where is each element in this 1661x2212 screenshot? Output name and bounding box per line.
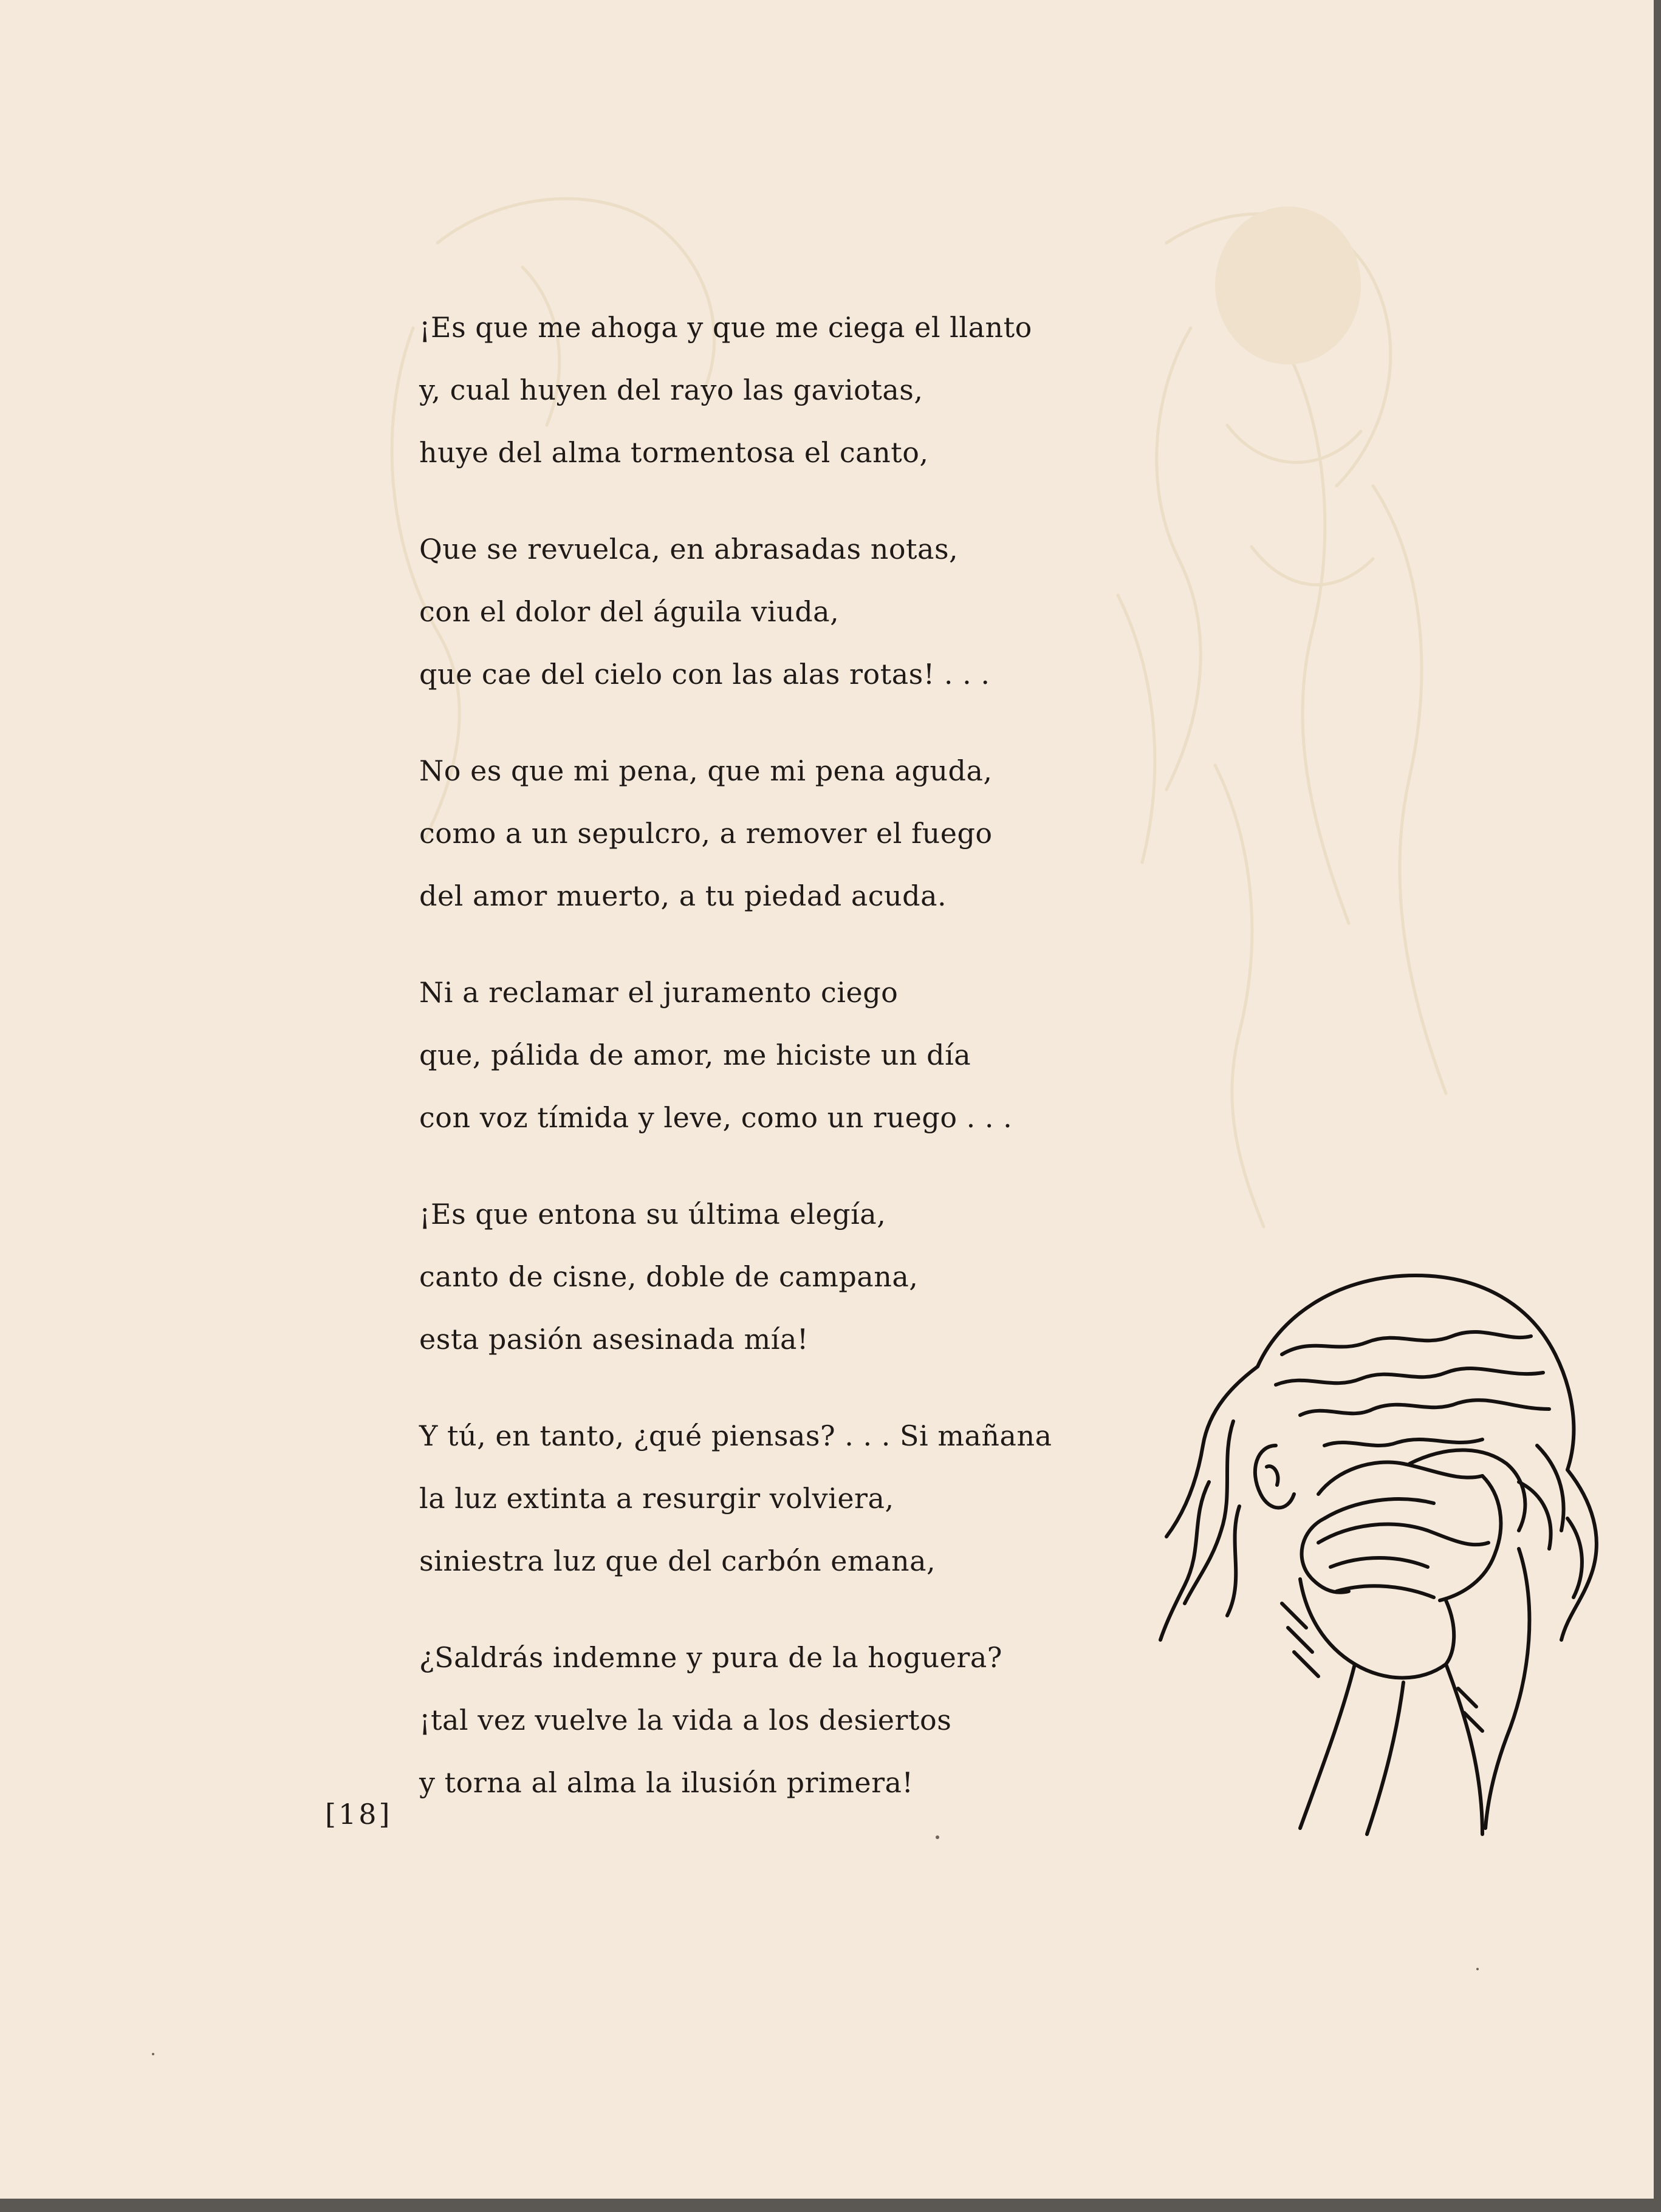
- poem-line: huye del alma tormentosa el canto,: [419, 436, 929, 469]
- poem-line: del amor muerto, a tu piedad acuda.: [419, 879, 947, 912]
- poem-line: con el dolor del águila viuda,: [419, 595, 840, 628]
- poem-line: ¡Es que me ahoga y que me ciega el llanto: [419, 311, 1032, 344]
- page-edge: [1654, 0, 1661, 2212]
- poem: [419, 296, 1179, 1848]
- poem-line: ¿Saldrás indemne y pura de la hoguera?: [419, 1641, 1002, 1674]
- paper-speck: [152, 2053, 154, 2055]
- stanza-6: [419, 1405, 1179, 1592]
- poem-line: esta pasión asesinada mía!: [419, 1323, 809, 1356]
- poem-line: Ni a reclamar el juramento ciego: [419, 976, 899, 1009]
- paper-speck: [1476, 1968, 1479, 1970]
- poem-line: que cae del cielo con las alas rotas! . . .: [419, 658, 990, 691]
- poem-line: que, pálida de amor, me hiciste un día: [419, 1039, 971, 1071]
- poem-line: Y tú, en tanto, ¿qué piensas? . . . Si mañana: [419, 1419, 1052, 1452]
- stanza-4: [419, 961, 1179, 1149]
- stanza-7: [419, 1627, 1179, 1814]
- poem-line: ¡tal vez vuelve la vida a los desiertos: [419, 1704, 952, 1736]
- page-number: [18]: [325, 1798, 392, 1831]
- poem-line: y, cual huyen del rayo las gaviotas,: [419, 374, 923, 406]
- poem-line: siniestra luz que del carbón emana,: [419, 1545, 936, 1577]
- paper-speck: [936, 1835, 939, 1839]
- poem-line: Que se revuelca, en abrasadas notas,: [419, 533, 959, 565]
- stanza-3: [419, 740, 1179, 927]
- poem-line: la luz extinta a resurgir volviera,: [419, 1482, 894, 1515]
- stanza-1: [419, 296, 1179, 484]
- stanza-2: [419, 518, 1179, 706]
- poem-line: con voz tímida y leve, como un ruego . . .: [419, 1101, 1013, 1134]
- poem-line: canto de cisne, doble de campana,: [419, 1260, 919, 1293]
- weeping-head-icon: [1142, 1263, 1622, 1846]
- poem-line: No es que mi pena, que mi pena aguda,: [419, 754, 993, 787]
- page-edge: [0, 2199, 1661, 2212]
- stanza-5: [419, 1183, 1179, 1371]
- poem-line: y torna al alma la ilusión primera!: [419, 1766, 914, 1799]
- poem-line: como a un sepulcro, a remover el fuego: [419, 817, 993, 850]
- poem-line: ¡Es que entona su última elegía,: [419, 1198, 886, 1231]
